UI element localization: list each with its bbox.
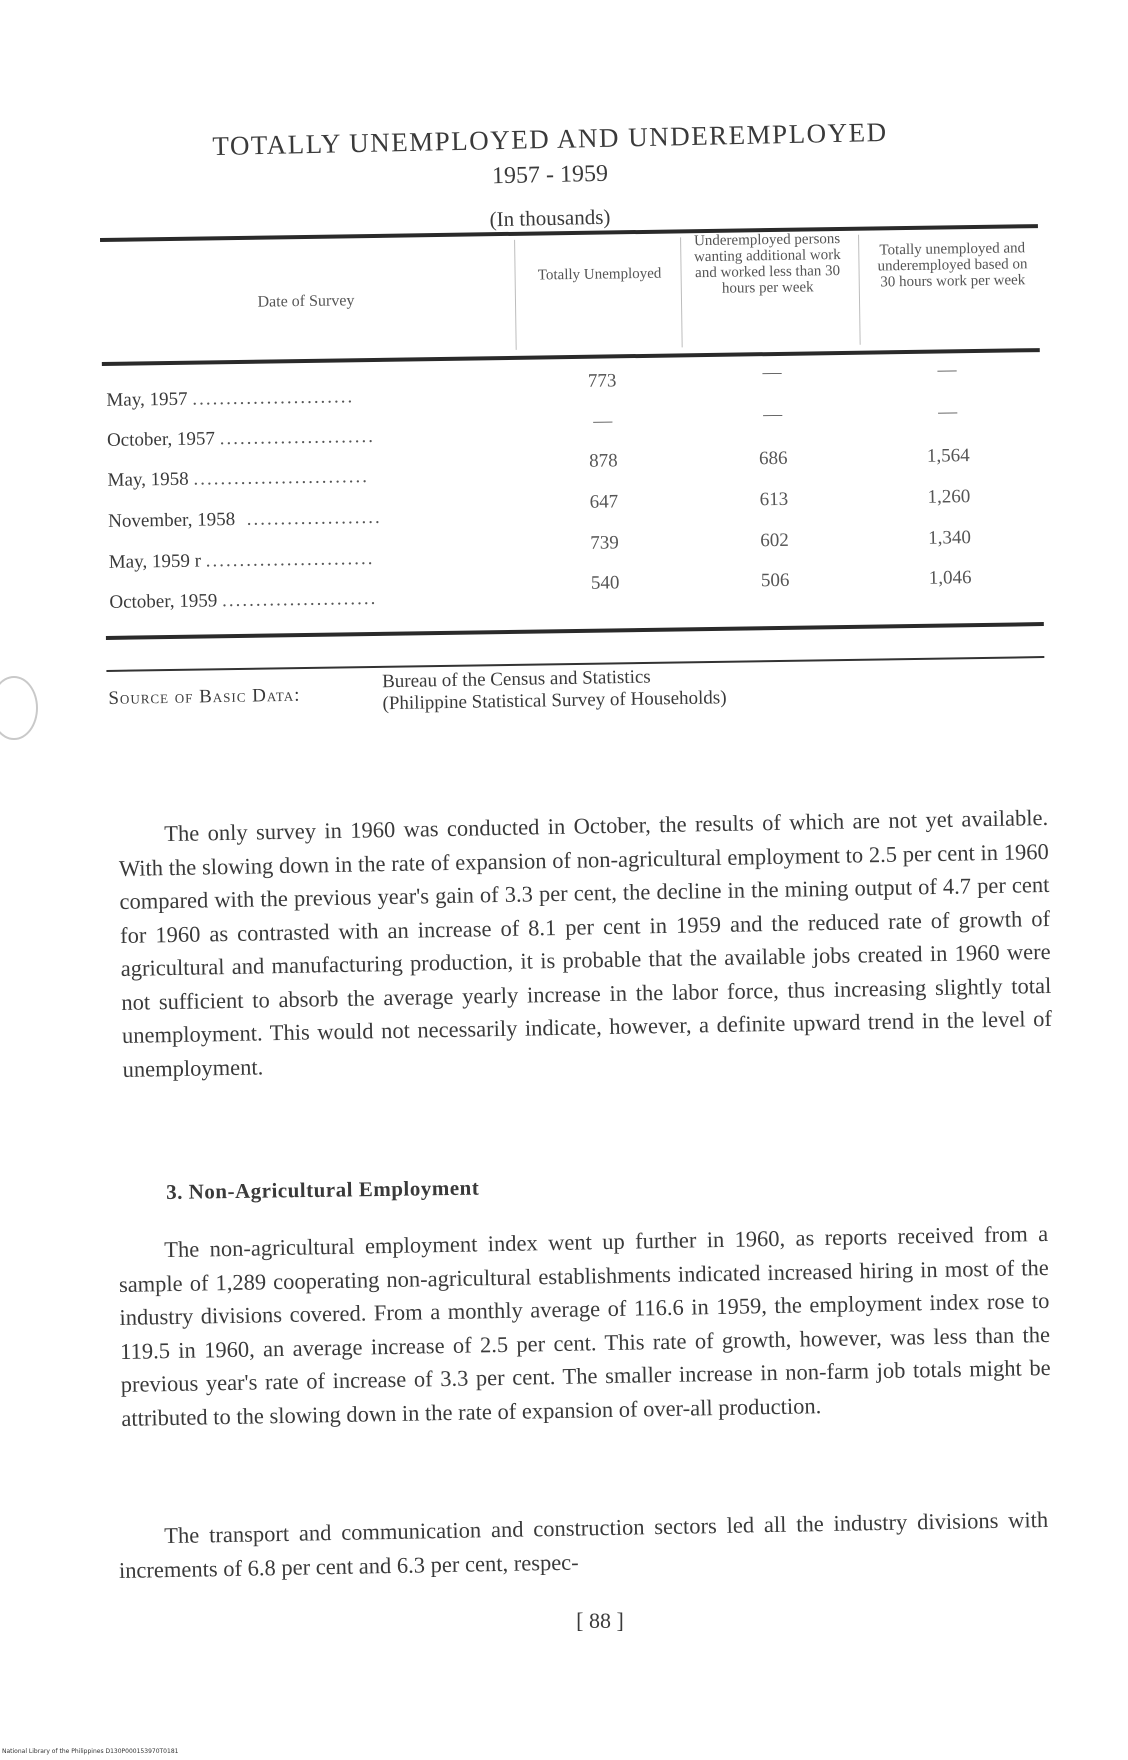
row-unemployed: — <box>593 410 613 432</box>
archive-footer: National Library of the Philippines D130P000153970T0181 <box>2 1748 179 1755</box>
row-date: May, 1959 r <box>108 550 202 573</box>
row-date: May, 1957 <box>106 388 188 411</box>
table-title: TOTALLY UNEMPLOYED AND UNDEREMPLOYED <box>212 116 888 162</box>
column-divider <box>858 235 861 345</box>
row-date: May, 1958 <box>107 468 189 491</box>
header-underemployed: Underemployed persons wanting additional work and worked less than 30 hours per week <box>693 231 841 297</box>
header-total-combined: Totally unemployed and underemployed based on 30 hours work per week <box>877 240 1028 291</box>
row-underemployed: 506 <box>760 569 790 592</box>
table-years: 1957 - 1959 <box>491 160 609 190</box>
paragraph-text: The only survey in 1960 was conducted in October, the results of which are not yet available. With the slowing down in the rate of expansion of non-agricultural employment to 2.5 per cent in 1960 compared with the previous year's gain of 3.3 per cent, the decline in the mining output of 4.7 per cent for 1960 as contrasted with an increase of 8.1 per cent in 1959 and the reduced rate of growth of agricultural and manufacturing production, it is probable that the available jobs created in 1960 were not sufficient to absorb the average yearly increase in the labor force, thus increasing slightly total unemployment. This would not necessarily indicate, however, a definite upward trend in the level of unemployment. <box>118 804 1053 1082</box>
table-row: November, 1958 .................... 647 613 1,260 <box>104 485 1042 533</box>
row-date: November, 1958 <box>108 509 236 532</box>
source-line-1: Bureau of the Census and Statistics <box>381 666 651 693</box>
source-label: Source of Basic Data: <box>108 684 301 709</box>
row-unemployed: 540 <box>590 572 620 594</box>
row-total: 1,046 <box>928 567 972 589</box>
table-row: May, 1958 .......................... 878 686 1,564 <box>103 444 1041 492</box>
table-row: October, 1957 ....................... — — — <box>103 404 1041 452</box>
row-unemployed: 773 <box>587 370 617 392</box>
page-number: [ 88 ] <box>576 1608 624 1633</box>
table-row: May, 1957 ........................ 773 — — <box>102 364 1040 412</box>
paragraph-text: The transport and communication and construction sectors led all the industry divisions with increments of 6.8 per cent and 6.3 per cent, respec- <box>118 1506 1049 1583</box>
row-underemployed: 613 <box>759 488 789 511</box>
row-total: — <box>938 401 958 423</box>
page-smudge <box>0 676 38 740</box>
row-underemployed: 686 <box>758 447 788 470</box>
table-units: (In thousands) <box>489 204 611 232</box>
row-total: 1,564 <box>926 445 970 467</box>
section-heading: 3. Non-Agricultural Employment <box>166 1175 480 1204</box>
column-divider <box>514 240 517 350</box>
table-row: October, 1959 ....................... 540 506 1,046 <box>105 566 1043 614</box>
row-total: 1,340 <box>928 527 972 549</box>
row-total: 1,260 <box>927 486 971 508</box>
row-underemployed: — <box>762 361 782 384</box>
row-date: October, 1959 <box>109 590 218 613</box>
row-total: — <box>937 359 957 381</box>
source-line-2: (Philippine Statistical Survey of Households) <box>382 687 727 715</box>
column-divider <box>680 237 683 347</box>
table-row: May, 1959 r ......................... 739 602 1,340 <box>104 526 1042 574</box>
row-unemployed: 739 <box>590 532 619 554</box>
paragraph-3 <box>118 1503 1049 1587</box>
paragraph-2 <box>118 1217 1052 1435</box>
paragraph-1 <box>118 801 1053 1086</box>
row-date: October, 1957 <box>106 428 216 451</box>
header-totally-unemployed: Totally Unemployed <box>537 265 662 284</box>
table-bottom-rule <box>106 622 1044 640</box>
row-unemployed: 647 <box>589 491 619 513</box>
paragraph-text: The non-agricultural employment index went up further in 1960, as reports received from a sample of 1,289 cooperating non-agricultural establishments indicated increased hiring in most of the industry divisions covered. From a monthly average of 116.6 in 1959, the employment index rose to 119.5 in 1960, an average increase of 2.5 per cent. This rate of growth, however, was less than the previous year's rate of increase of 3.3 per cent. The smaller increase in non-farm job totals might be attributed to the slowing down in the rate of expansion of over-all production. <box>118 1220 1051 1431</box>
row-underemployed: 602 <box>760 529 789 552</box>
header-date: Date of Survey <box>257 292 355 311</box>
unemployment-table <box>100 224 1044 674</box>
row-underemployed: — <box>763 403 783 426</box>
row-unemployed: 878 <box>588 450 618 472</box>
